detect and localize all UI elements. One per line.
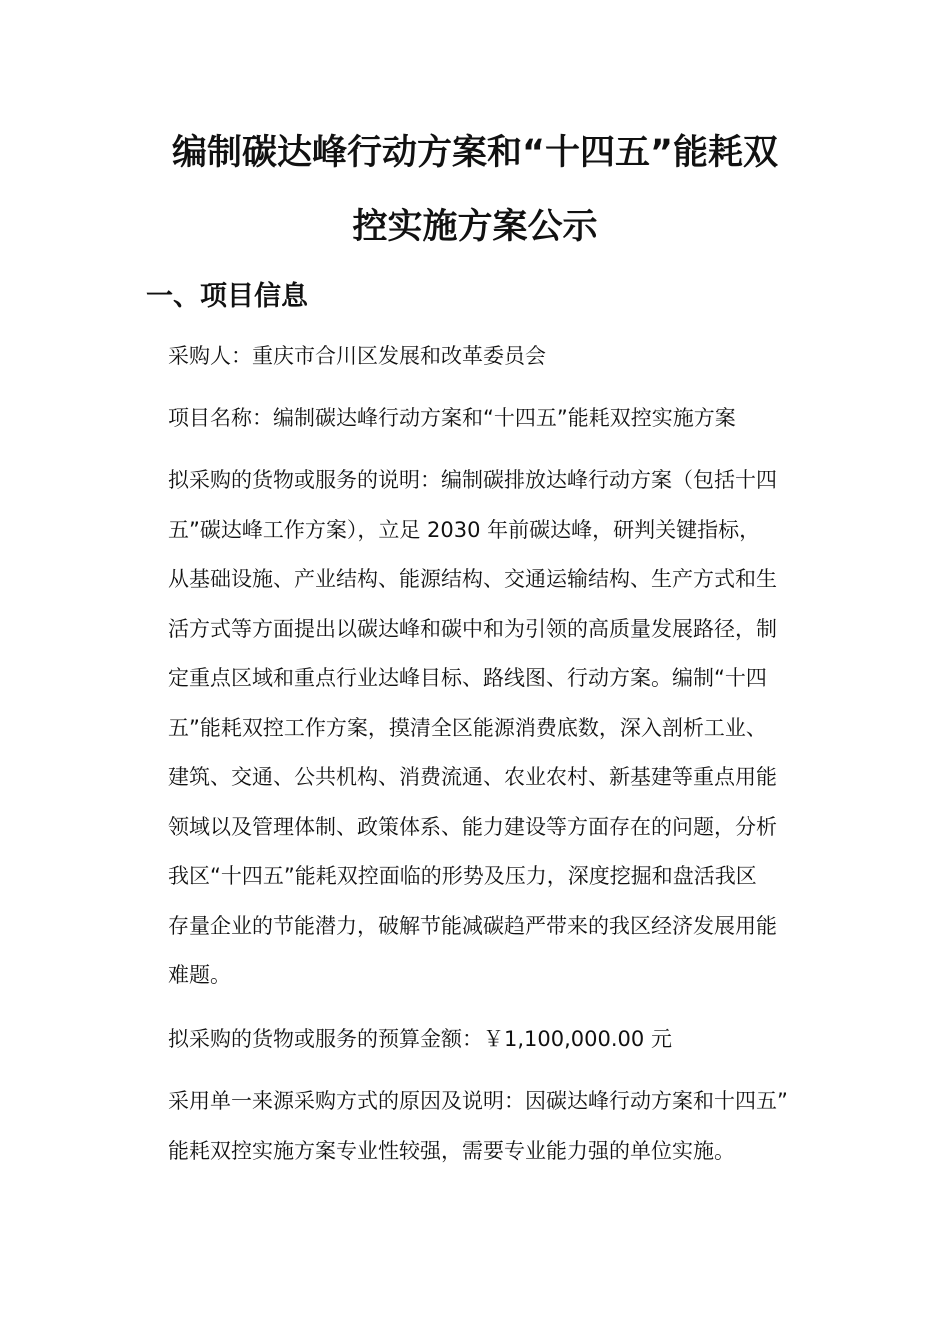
description-line: 活方式等方面提出以碳达峰和碳中和为引领的高质量发展路径，制 (168, 616, 777, 641)
project-name-paragraph: 项目名称：编制碳达峰行动方案和“十四五”能耗双控实施方案 (168, 406, 736, 430)
purchaser-paragraph: 采购人：重庆市合川区发展和改革委员会 (168, 344, 546, 368)
description-paragraph (168, 456, 793, 1001)
description-line: 五”能耗双控工作方案，摸清全区能源消费底数，深入剖析工业、 (168, 715, 767, 740)
description-line: 存量企业的节能潜力，破解节能减碳趋严带来的我区经济发展用能 (168, 913, 777, 938)
description-line: 难题。 (168, 963, 231, 987)
description-line: 定重点区域和重点行业达峰目标、路线图、行动方案。编制“十四 (168, 666, 767, 690)
description-line: 拟采购的货物或服务的说明：编制碳排放达峰行动方案（包括十四 (168, 468, 777, 492)
section-heading-project-info: 一、项目信息 (146, 281, 308, 312)
reason-paragraph (168, 1077, 793, 1176)
document-title-line-2: 控实施方案公示 (352, 207, 598, 247)
description-line: 五”碳达峰工作方案），立足 2030 年前碳达峰，研判关键指标， (168, 517, 761, 542)
description-line: 建筑、交通、公共机构、消费流通、农业农村、新基建等重点用能 (168, 765, 777, 789)
description-line: 我区“十四五”能耗双控面临的形势及压力，深度挖掘和盘活我区 (168, 864, 757, 888)
description-line: 从基础设施、产业结构、能源结构、交通运输结构、生产方式和生 (168, 567, 777, 591)
description-line: 领域以及管理体制、政策体系、能力建设等方面存在的问题，分析 (168, 814, 777, 839)
document-title-line-1: 编制碳达峰行动方案和“十四五”能耗双 (171, 133, 778, 173)
budget-paragraph: 拟采购的货物或服务的预算金额：￥1,100,000.00 元 (168, 1027, 672, 1051)
reason-line: 采用单一来源采购方式的原因及说明：因碳达峰行动方案和十四五” (168, 1089, 788, 1113)
reason-line: 能耗双控实施方案专业性较强，需要专业能力强的单位实施。 (168, 1138, 735, 1163)
